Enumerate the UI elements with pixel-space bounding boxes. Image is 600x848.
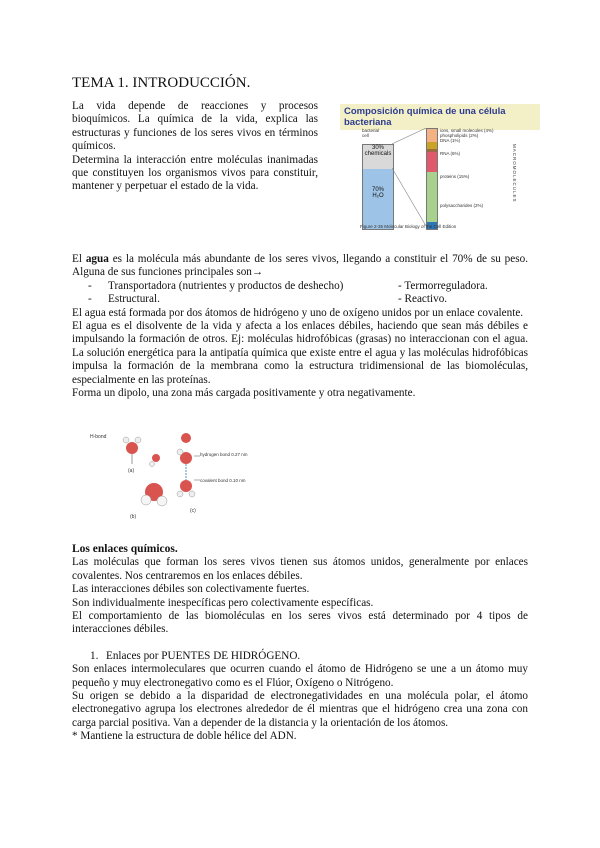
bacterial-cell-label: bacterial cell <box>362 128 380 138</box>
label-ions: ions, small molecules (4%) <box>440 128 494 133</box>
oxygen-atom <box>126 442 138 454</box>
water-p1-post: es la molécula más abundante de los seres vivos, llegando a constituir el 70% de su peso. Alguna de sus funciones principales son→ <box>72 253 528 279</box>
chemicals-label: chemicals <box>364 151 392 157</box>
water-paragraph-3: El agua es el disolvente de la vida y afecta a los enlaces débiles, haciendo que sean más débiles e impulsando la formación de otros. Ej: moléculas hidrofóbicas (grasas) no interaccionan con el agua. La solución energética para la antipatía química que existe entre el agua y las moléculas hidrofóbicas impulsa la formación de la membrana como la estructura tridimensional de las biomoléculas, especialmente en las proteínas. <box>72 320 528 386</box>
connector-lines <box>392 126 426 230</box>
figure-water-dipole <box>90 428 250 520</box>
function-transport: Transportadora (nutrientes y productos de deshecho) <box>108 279 344 292</box>
fig2-label-hbond: hydrogen bond 0.27 nm <box>200 452 248 457</box>
label-polysaccharides: polysaccharides (2%) <box>440 203 484 208</box>
left-bar <box>362 144 394 230</box>
bonds-list-item-1 <box>72 650 528 663</box>
segment-phospholipids <box>427 142 437 149</box>
fig2-label-c: (c) <box>190 508 196 514</box>
intro-paragraph <box>72 100 318 194</box>
water-p1-pre: El <box>72 253 86 265</box>
segment-labels <box>440 128 500 208</box>
item1-text: Enlaces por PUENTES DE HIDRÓGENO. <box>106 649 301 662</box>
figure-title: Composición química de una célula bacteriana <box>340 104 540 130</box>
chemicals-percent: 30% <box>371 145 384 151</box>
bonds-section <box>72 543 528 744</box>
intro-text-1: La vida depende de reacciones y procesos bioquímicos. La química de la vida, explica las estructuras y funciones de los seres vivos en términos químicos. <box>72 100 318 153</box>
bonds-p2: Las interacciones débiles son colectivamente fuertes. <box>72 583 310 596</box>
fig2-label-a: (a) <box>128 468 135 474</box>
function-thermo: - Termorreguladora. <box>398 279 488 292</box>
fig2-title: H-bond <box>90 434 107 440</box>
function-reactive: - Reactivo. <box>398 293 448 306</box>
bonds-p3: Son individualmente inespecíficas pero colectivamente específicas. <box>72 596 374 609</box>
water-section <box>72 253 528 400</box>
label-rna: RNA (6%) <box>440 151 461 156</box>
segment-proteins <box>427 172 437 222</box>
function-structural: Estructural. <box>108 293 160 306</box>
water-molecules-drawing <box>90 428 250 520</box>
item1-number: 1. <box>90 649 99 662</box>
hydrogen-atom <box>135 437 141 443</box>
label-dna: DNA (1%) <box>440 138 461 143</box>
bonds-p4: El comportamiento de las biomoléculas en los seres vivos está determinado por 4 tipos de interacciones débiles. <box>72 610 528 636</box>
water-paragraph-4: Forma un dipolo, una zona más cargada positivamente y otra negativamente. <box>72 387 416 400</box>
water-percent: 70% <box>371 187 384 193</box>
left-bar-chemicals <box>363 145 393 169</box>
hydrogen-atom <box>157 496 167 506</box>
intro-text-2: Determina la interacción entre moléculas inanimadas que constituyen los organismos vivos para constituir, mantener y perpetuar el estado de la vida. <box>72 153 318 193</box>
label-phospholipids: phospholipids (2%) <box>440 133 479 138</box>
figure-caption: Figure 2-35 Molecular Biology of the Cell Edition <box>360 224 457 229</box>
label-proteins: proteins (15%) <box>440 174 470 179</box>
page-title: TEMA 1. INTRODUCCIÓN. <box>72 75 251 91</box>
bonds-p7: * Mantiene la estructura de doble hélice del ADN. <box>72 730 297 743</box>
segment-ions <box>427 129 437 142</box>
hydrogen-atom <box>123 437 129 443</box>
segment-rna <box>427 152 437 172</box>
fig2-label-covalent: covalent bond 0.10 nm <box>200 478 246 483</box>
water-paragraph-1 <box>72 253 528 280</box>
hydrogen-atom <box>141 495 151 505</box>
functions-row-1: - Transportadora (nutrientes y productos de deshecho) - Termorreguladora. <box>88 279 488 292</box>
water-label: H₂O <box>372 193 384 199</box>
right-stacked-bar <box>426 128 438 230</box>
water-bold: agua <box>85 253 109 265</box>
left-bar-water <box>363 169 393 229</box>
macromolecules-label: MACROMOLECULES <box>512 144 517 203</box>
bonds-p6: Su origen se debido a la disparidad de electronegatividades en una molécula polar, el átomo electronegativo agrupa los electrones alrededor de él mientras que el hidrógeno crea una zona con carga parcial positiva. Van a depender de la distancia y la orientación de los átomos. <box>72 690 528 729</box>
water-paragraph-2: El agua está formada por dos átomos de hidrógeno y uno de oxígeno unidos por un enlace covalente. <box>72 306 524 319</box>
functions-row-2: - Estructural. - Reactivo. <box>88 293 448 306</box>
figure-bacterial-composition <box>340 104 540 230</box>
bonds-p1: Las moléculas que forman los seres vivos tienen sus átomos unidos, generalmente por enlaces covalentes. Nos centraremos en los enlaces débiles. <box>72 556 528 582</box>
bonds-title: Los enlaces químicos. <box>72 543 178 555</box>
fig2-label-b: (b) <box>130 514 137 520</box>
bonds-p5: Son enlaces intermoleculares que ocurren cuando el átomo de Hidrógeno se une a un átomo muy pequeño y muy electronegativo como es el Flúor, Oxígeno o Nitrógeno. <box>72 663 528 689</box>
